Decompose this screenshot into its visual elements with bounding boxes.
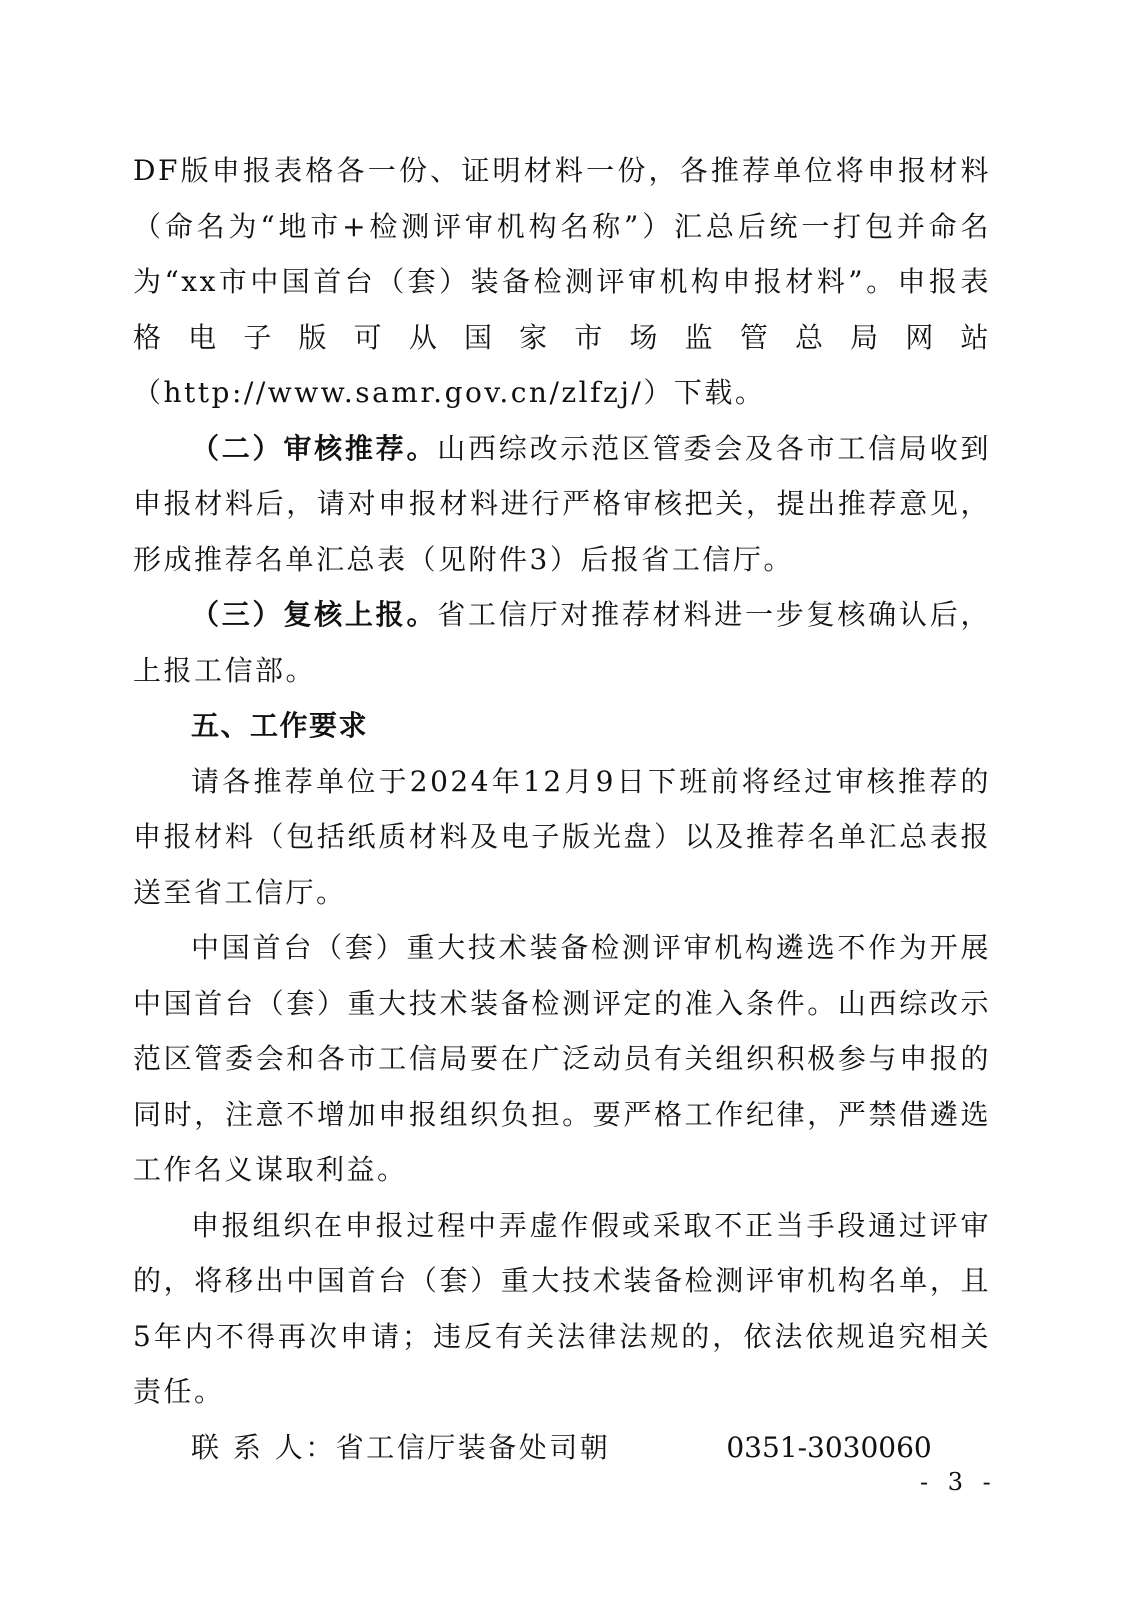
section-heading-work-requirements: 五、工作要求 [191,709,369,742]
paragraph-selection-note: 中国首台（套）重大技术装备检测评审机构遴选不作为开展中国首台（套）重大技术装备检测评定的准入条件。山西综改示范区管委会和各市工信局要在广泛动员有关组织积极参与申报的同时，注意不增加申报组织负担。要严格工作纪律，严禁借遴选工作名义谋取利益。 [133,931,991,1186]
contact-phone: 0351-3030060 [726,1430,932,1464]
page-number: - 3 - [920,1468,997,1496]
paragraph-submission-format: DF版申报表格各一份、证明材料一份，各推荐单位将申报材料（命名为“地市+检测评审机构名称”）汇总后统一打包并命名为“xx市中国首台（套）装备检测评审机构申报材料”。申报表格电子版可从国家市场监管总局网站（http://www.samr.gov.cn/zlfzj/）下载。 [133,154,991,409]
contact-line [133,1420,991,1476]
document-body [133,143,991,1475]
section-body-recheck: 省工信厅对推荐材料进一步复核确认后，上报工信部。 [133,598,991,687]
paragraph-deadline: 请各推荐单位于2024年12月9日下班前将经过审核推荐的申报材料（包括纸质材料及电子版光盘）以及推荐名单汇总表报送至省工信厅。 [133,764,991,909]
section-lead-review: （二）审核推荐。 [191,431,438,465]
contact-label: 联 系 人：省工信厅装备处司朝 [191,1430,611,1464]
paragraph-recheck-report [133,587,991,698]
section-body-review: 山西综改示范区管委会及各市工信局收到申报材料后，请对申报材料进行严格审核把关，提出推荐意见，形成推荐名单汇总表（见附件3）后报省工信厅。 [133,431,991,576]
paragraph-penalty: 申报组织在申报过程中弄虚作假或采取不正当手段通过评审的，将移出中国首台（套）重大技术装备检测评审机构名单，且5年内不得再次申请；违反有关法律法规的，依法依规追究相关责任。 [133,1208,991,1408]
paragraph-review-recommend [133,421,991,588]
section-lead-recheck: （三）复核上报。 [191,598,438,631]
